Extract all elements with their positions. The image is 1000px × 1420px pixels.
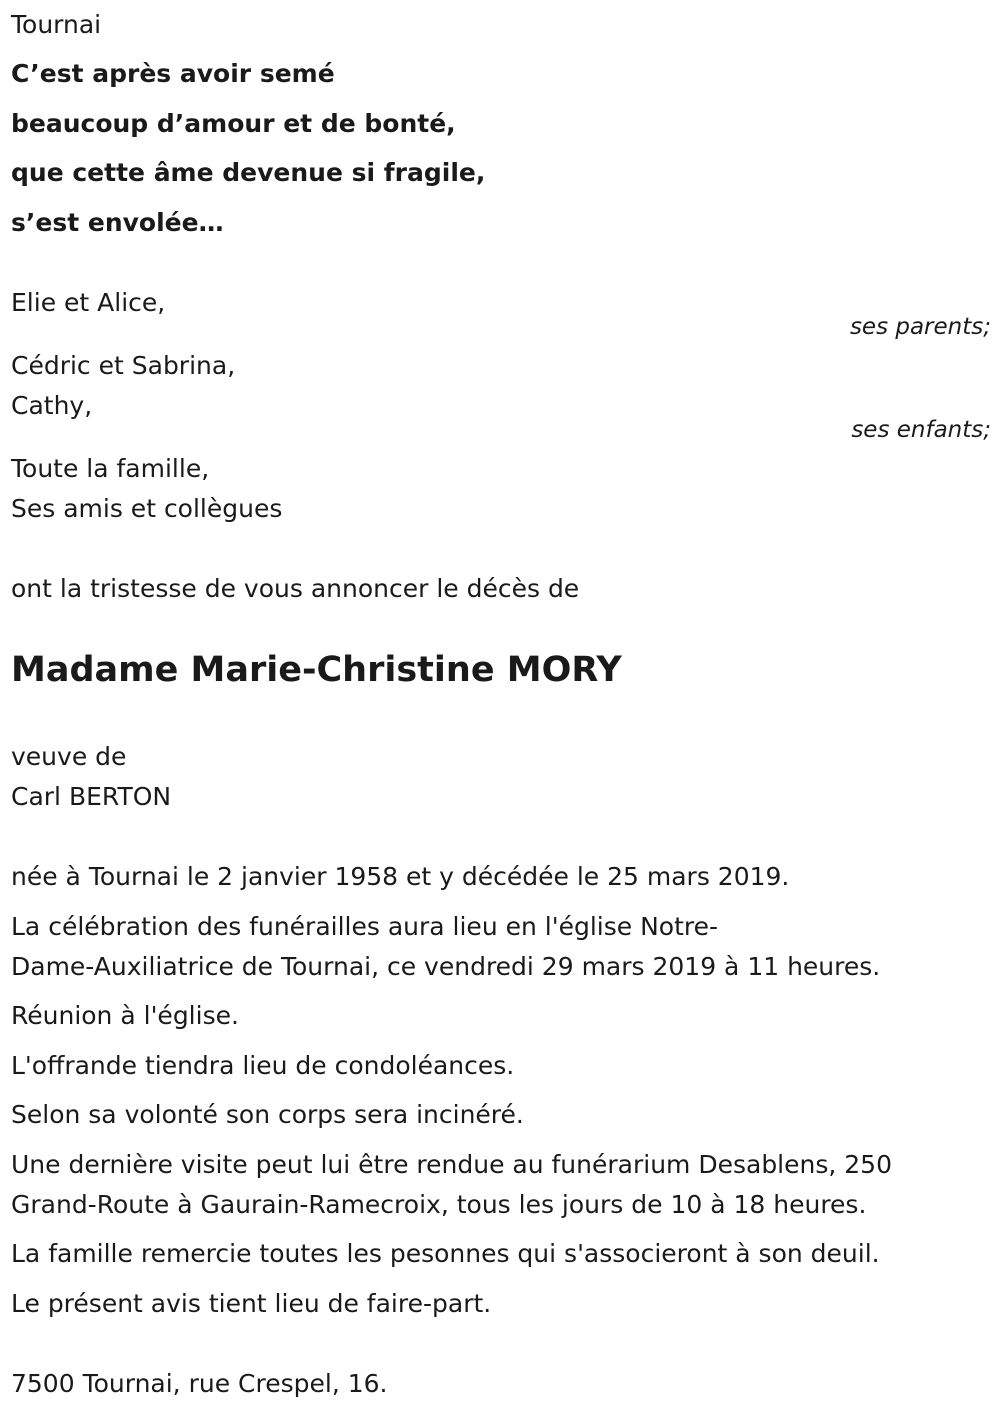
poem-line-3: que cette âme devenue si fragile, (11, 158, 486, 187)
family-line: Toute la famille, (11, 454, 210, 483)
visit-line-1: Une dernière visite peut lui être rendue au funérarium Desablens, 250 (11, 1150, 892, 1179)
notice: Le présent avis tient lieu de faire-part. (11, 1289, 492, 1318)
children-role: ses enfants; (851, 417, 991, 443)
funeral-line-1: La célébration des funérailles aura lieu en l'église Notre- (11, 912, 719, 941)
poem-line-4: s’est envolée… (11, 208, 224, 237)
announcement: ont la tristesse de vous annoncer le décès de (11, 574, 580, 603)
offering: L'offrande tiendra lieu de condoléances. (11, 1051, 515, 1080)
funeral-line-2: Dame-Auxiliatrice de Tournai, ce vendredi 29 mars 2019 à 11 heures. (11, 952, 881, 981)
header-city: Tournai (11, 10, 102, 39)
address: 7500 Tournai, rue Crespel, 16. (11, 1369, 388, 1398)
child-1: Cédric et Sabrina, (11, 351, 236, 380)
child-2: Cathy, (11, 391, 93, 420)
visit-line-2: Grand-Route à Gaurain-Ramecroix, tous les jours de 10 à 18 heures. (11, 1190, 867, 1219)
poem-line-1: C’est après avoir semé (11, 59, 335, 88)
widow-of-label: veuve de (11, 742, 127, 771)
spouse-name: Carl BERTON (11, 782, 172, 811)
friends-line: Ses amis et collègues (11, 494, 283, 523)
deceased-name: Madame Marie-Christine MORY (11, 650, 622, 690)
birth-death: née à Tournai le 2 janvier 1958 et y décédée le 25 mars 2019. (11, 862, 790, 891)
poem-line-2: beaucoup d’amour et de bonté, (11, 109, 456, 138)
thanks: La famille remercie toutes les pesonnes qui s'associeront à son deuil. (11, 1239, 880, 1268)
meeting: Réunion à l'église. (11, 1001, 239, 1030)
parents-role: ses parents; (849, 314, 991, 340)
cremation: Selon sa volonté son corps sera inciné​ré. (11, 1100, 524, 1129)
parents-names: Elie et Alice, (11, 288, 166, 317)
